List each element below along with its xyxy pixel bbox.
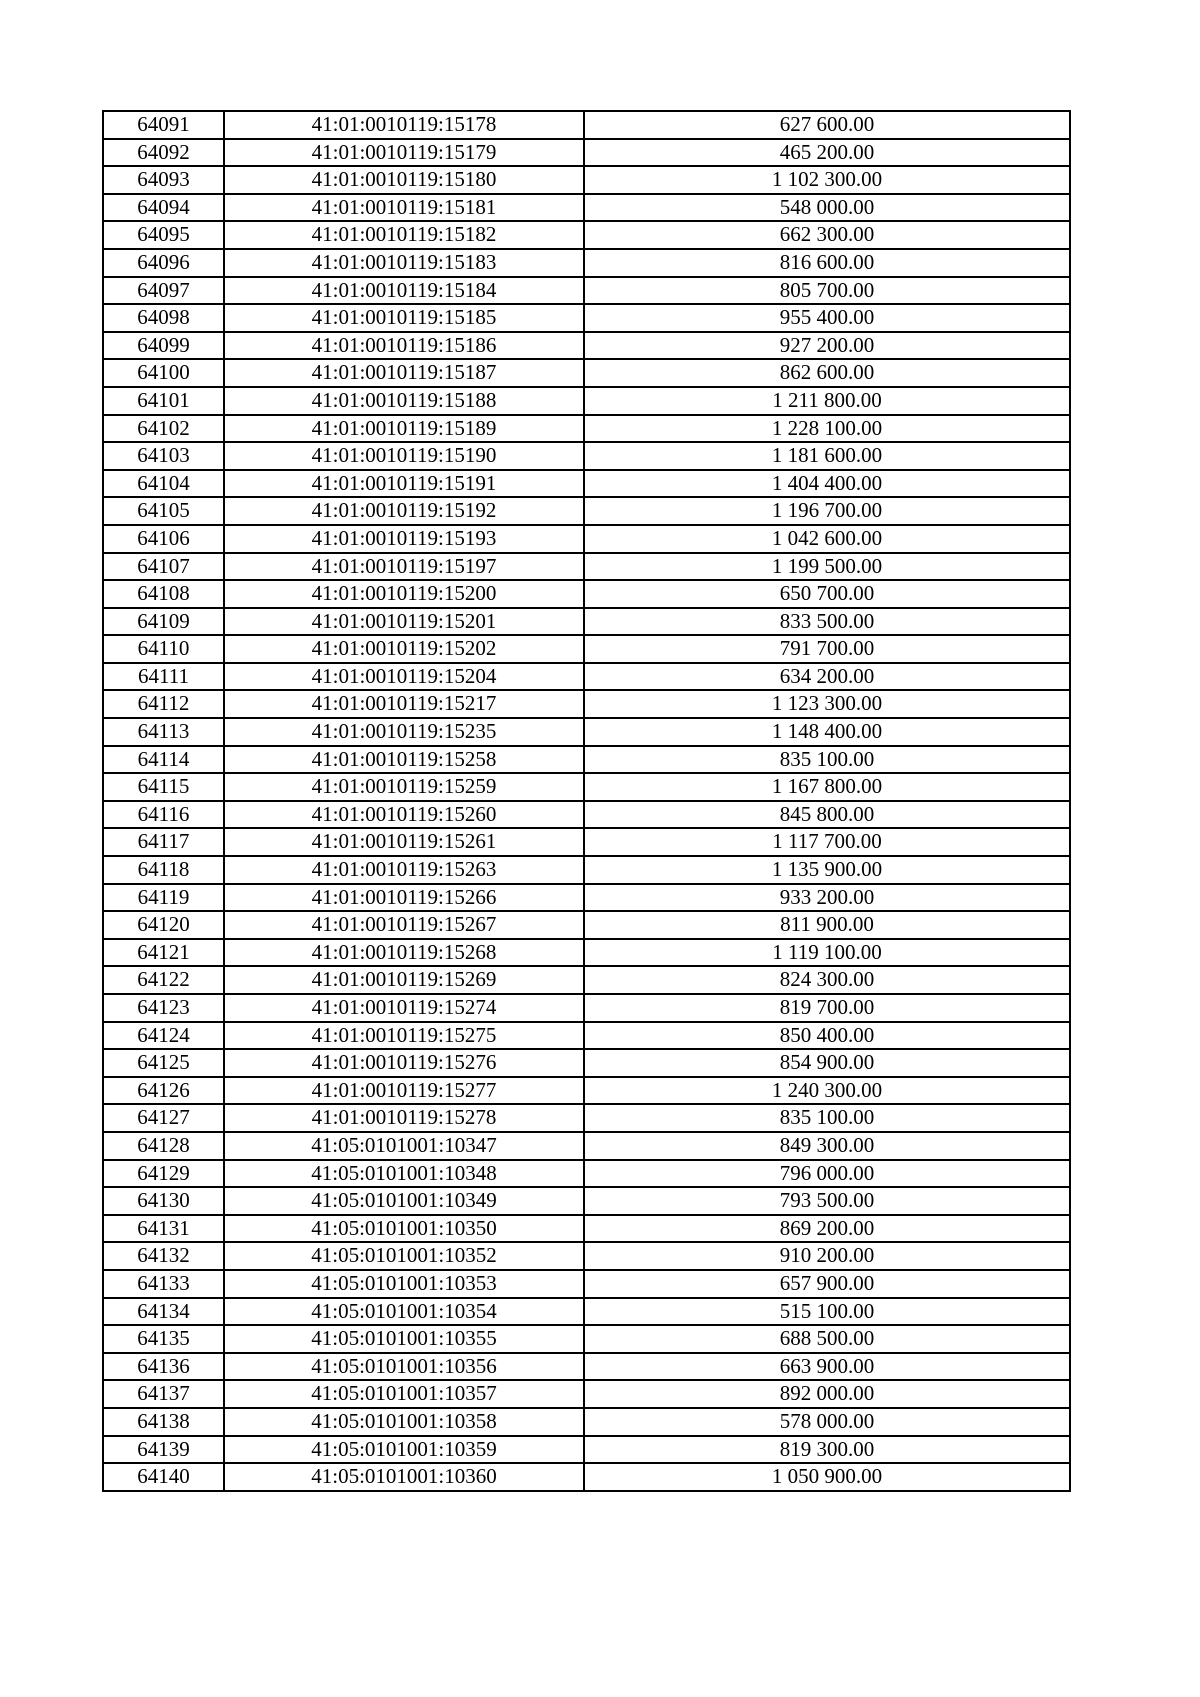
row-number-cell: 64093 <box>103 166 224 194</box>
row-number-cell: 64127 <box>103 1104 224 1132</box>
table-row <box>103 911 1070 939</box>
cadastral-number-cell: 41:01:0010119:15260 <box>224 801 584 829</box>
row-number-cell: 64115 <box>103 773 224 801</box>
cadastral-number-cell: 41:01:0010119:15204 <box>224 663 584 691</box>
row-number-cell: 64113 <box>103 718 224 746</box>
cadastral-number-cell: 41:01:0010119:15189 <box>224 415 584 443</box>
cadastral-value-cell: 1 102 300.00 <box>584 166 1070 194</box>
table-row <box>103 525 1070 553</box>
table-row <box>103 1436 1070 1464</box>
cadastral-number-cell: 41:01:0010119:15217 <box>224 690 584 718</box>
row-number-cell: 64096 <box>103 249 224 277</box>
cadastral-value-cell: 862 600.00 <box>584 359 1070 387</box>
cadastral-value-cell: 515 100.00 <box>584 1298 1070 1326</box>
cadastral-value-cell: 1 240 300.00 <box>584 1077 1070 1105</box>
row-number-cell: 64128 <box>103 1132 224 1160</box>
cadastral-value-cell: 662 300.00 <box>584 221 1070 249</box>
table-row <box>103 635 1070 663</box>
table-row <box>103 690 1070 718</box>
cadastral-number-cell: 41:05:0101001:10358 <box>224 1408 584 1436</box>
table-row <box>103 387 1070 415</box>
row-number-cell: 64137 <box>103 1380 224 1408</box>
row-number-cell: 64097 <box>103 277 224 305</box>
cadastral-number-cell: 41:05:0101001:10355 <box>224 1325 584 1353</box>
cadastral-value-cell: 927 200.00 <box>584 332 1070 360</box>
cadastral-number-cell: 41:05:0101001:10353 <box>224 1270 584 1298</box>
cadastral-number-cell: 41:01:0010119:15269 <box>224 966 584 994</box>
table-row <box>103 718 1070 746</box>
table-row <box>103 249 1070 277</box>
cadastral-number-cell: 41:01:0010119:15235 <box>224 718 584 746</box>
row-number-cell: 64107 <box>103 553 224 581</box>
row-number-cell: 64134 <box>103 1298 224 1326</box>
cadastral-value-cell: 819 300.00 <box>584 1436 1070 1464</box>
cadastral-number-cell: 41:01:0010119:15258 <box>224 746 584 774</box>
cadastral-number-cell: 41:01:0010119:15276 <box>224 1049 584 1077</box>
row-number-cell: 64104 <box>103 470 224 498</box>
cadastral-value-cell: 933 200.00 <box>584 884 1070 912</box>
row-number-cell: 64132 <box>103 1242 224 1270</box>
cadastral-value-cell: 1 117 700.00 <box>584 828 1070 856</box>
table-row <box>103 166 1070 194</box>
cadastral-value-cell: 1 199 500.00 <box>584 553 1070 581</box>
cadastral-number-cell: 41:05:0101001:10359 <box>224 1436 584 1464</box>
cadastral-number-cell: 41:01:0010119:15184 <box>224 277 584 305</box>
table-row <box>103 415 1070 443</box>
cadastral-number-cell: 41:05:0101001:10348 <box>224 1160 584 1188</box>
table-row <box>103 442 1070 470</box>
cadastral-number-cell: 41:01:0010119:15200 <box>224 580 584 608</box>
cadastral-value-cell: 845 800.00 <box>584 801 1070 829</box>
table-row <box>103 1104 1070 1132</box>
row-number-cell: 64111 <box>103 663 224 691</box>
table-row <box>103 304 1070 332</box>
row-number-cell: 64130 <box>103 1187 224 1215</box>
cadastral-value-cell: 835 100.00 <box>584 746 1070 774</box>
cadastral-value-cell: 688 500.00 <box>584 1325 1070 1353</box>
cadastral-value-cell: 634 200.00 <box>584 663 1070 691</box>
cadastral-number-cell: 41:01:0010119:15191 <box>224 470 584 498</box>
cadastral-value-cell: 824 300.00 <box>584 966 1070 994</box>
cadastral-value-cell: 465 200.00 <box>584 139 1070 167</box>
table-row <box>103 1077 1070 1105</box>
row-number-cell: 64112 <box>103 690 224 718</box>
cadastral-number-cell: 41:05:0101001:10349 <box>224 1187 584 1215</box>
row-number-cell: 64098 <box>103 304 224 332</box>
table-row <box>103 194 1070 222</box>
cadastral-value-cell: 578 000.00 <box>584 1408 1070 1436</box>
cadastral-value-cell: 657 900.00 <box>584 1270 1070 1298</box>
table-row <box>103 1049 1070 1077</box>
row-number-cell: 64100 <box>103 359 224 387</box>
row-number-cell: 64108 <box>103 580 224 608</box>
table-row <box>103 994 1070 1022</box>
cadastral-value-cell: 1 167 800.00 <box>584 773 1070 801</box>
row-number-cell: 64117 <box>103 828 224 856</box>
cadastral-value-cell: 1 042 600.00 <box>584 525 1070 553</box>
row-number-cell: 64126 <box>103 1077 224 1105</box>
row-number-cell: 64101 <box>103 387 224 415</box>
row-number-cell: 64116 <box>103 801 224 829</box>
table-row <box>103 580 1070 608</box>
cadastral-number-cell: 41:01:0010119:15179 <box>224 139 584 167</box>
table-row <box>103 1270 1070 1298</box>
row-number-cell: 64109 <box>103 608 224 636</box>
row-number-cell: 64095 <box>103 221 224 249</box>
table-row <box>103 1187 1070 1215</box>
row-number-cell: 64099 <box>103 332 224 360</box>
cadastral-number-cell: 41:01:0010119:15185 <box>224 304 584 332</box>
cadastral-number-cell: 41:05:0101001:10356 <box>224 1353 584 1381</box>
row-number-cell: 64114 <box>103 746 224 774</box>
row-number-cell: 64135 <box>103 1325 224 1353</box>
cadastral-number-cell: 41:01:0010119:15187 <box>224 359 584 387</box>
cadastral-value-cell: 1 228 100.00 <box>584 415 1070 443</box>
cadastral-value-cell: 627 600.00 <box>584 111 1070 139</box>
table-row <box>103 1463 1070 1491</box>
table-row <box>103 608 1070 636</box>
cadastral-number-cell: 41:01:0010119:15277 <box>224 1077 584 1105</box>
cadastral-number-cell: 41:01:0010119:15268 <box>224 939 584 967</box>
table-body <box>103 111 1070 1491</box>
cadastral-value-cell: 835 100.00 <box>584 1104 1070 1132</box>
cadastral-value-cell: 892 000.00 <box>584 1380 1070 1408</box>
table-row <box>103 1132 1070 1160</box>
cadastral-number-cell: 41:01:0010119:15259 <box>224 773 584 801</box>
table-row <box>103 332 1070 360</box>
cadastral-number-cell: 41:01:0010119:15178 <box>224 111 584 139</box>
table-row <box>103 359 1070 387</box>
cadastral-value-cell: 955 400.00 <box>584 304 1070 332</box>
cadastral-value-cell: 793 500.00 <box>584 1187 1070 1215</box>
cadastral-value-cell: 1 211 800.00 <box>584 387 1070 415</box>
cadastral-value-cell: 1 148 400.00 <box>584 718 1070 746</box>
cadastral-number-cell: 41:01:0010119:15263 <box>224 856 584 884</box>
row-number-cell: 64133 <box>103 1270 224 1298</box>
cadastral-number-cell: 41:05:0101001:10347 <box>224 1132 584 1160</box>
row-number-cell: 64119 <box>103 884 224 912</box>
cadastral-value-cell: 910 200.00 <box>584 1242 1070 1270</box>
cadastral-number-cell: 41:01:0010119:15202 <box>224 635 584 663</box>
cadastral-number-cell: 41:01:0010119:15190 <box>224 442 584 470</box>
row-number-cell: 64092 <box>103 139 224 167</box>
row-number-cell: 64122 <box>103 966 224 994</box>
row-number-cell: 64103 <box>103 442 224 470</box>
cadastral-number-cell: 41:01:0010119:15266 <box>224 884 584 912</box>
cadastral-number-cell: 41:01:0010119:15267 <box>224 911 584 939</box>
cadastral-value-cell: 791 700.00 <box>584 635 1070 663</box>
row-number-cell: 64138 <box>103 1408 224 1436</box>
cadastral-value-table <box>102 110 1071 1492</box>
table-row <box>103 553 1070 581</box>
cadastral-number-cell: 41:05:0101001:10352 <box>224 1242 584 1270</box>
table-row <box>103 277 1070 305</box>
cadastral-number-cell: 41:05:0101001:10360 <box>224 1463 584 1491</box>
table-row <box>103 470 1070 498</box>
table-row <box>103 663 1070 691</box>
table-row <box>103 746 1070 774</box>
table-row <box>103 139 1070 167</box>
cadastral-number-cell: 41:01:0010119:15186 <box>224 332 584 360</box>
row-number-cell: 64091 <box>103 111 224 139</box>
row-number-cell: 64118 <box>103 856 224 884</box>
cadastral-number-cell: 41:01:0010119:15193 <box>224 525 584 553</box>
cadastral-number-cell: 41:01:0010119:15181 <box>224 194 584 222</box>
cadastral-value-cell: 796 000.00 <box>584 1160 1070 1188</box>
table-row <box>103 966 1070 994</box>
table-row <box>103 1022 1070 1050</box>
cadastral-number-cell: 41:01:0010119:15192 <box>224 497 584 525</box>
cadastral-number-cell: 41:05:0101001:10357 <box>224 1380 584 1408</box>
cadastral-value-cell: 819 700.00 <box>584 994 1070 1022</box>
row-number-cell: 64124 <box>103 1022 224 1050</box>
cadastral-value-cell: 816 600.00 <box>584 249 1070 277</box>
row-number-cell: 64136 <box>103 1353 224 1381</box>
cadastral-value-cell: 1 119 100.00 <box>584 939 1070 967</box>
cadastral-value-cell: 805 700.00 <box>584 277 1070 305</box>
table-row <box>103 1242 1070 1270</box>
cadastral-value-cell: 548 000.00 <box>584 194 1070 222</box>
cadastral-number-cell: 41:01:0010119:15274 <box>224 994 584 1022</box>
table-row <box>103 828 1070 856</box>
row-number-cell: 64105 <box>103 497 224 525</box>
cadastral-number-cell: 41:01:0010119:15278 <box>224 1104 584 1132</box>
cadastral-number-cell: 41:05:0101001:10354 <box>224 1298 584 1326</box>
cadastral-value-cell: 833 500.00 <box>584 608 1070 636</box>
cadastral-value-cell: 1 181 600.00 <box>584 442 1070 470</box>
cadastral-value-cell: 1 050 900.00 <box>584 1463 1070 1491</box>
table-row <box>103 773 1070 801</box>
table-row <box>103 497 1070 525</box>
cadastral-value-cell: 1 404 400.00 <box>584 470 1070 498</box>
cadastral-value-cell: 850 400.00 <box>584 1022 1070 1050</box>
row-number-cell: 64110 <box>103 635 224 663</box>
cadastral-value-cell: 854 900.00 <box>584 1049 1070 1077</box>
row-number-cell: 64121 <box>103 939 224 967</box>
cadastral-value-cell: 650 700.00 <box>584 580 1070 608</box>
table-row <box>103 856 1070 884</box>
cadastral-value-cell: 869 200.00 <box>584 1215 1070 1243</box>
cadastral-value-cell: 1 135 900.00 <box>584 856 1070 884</box>
row-number-cell: 64131 <box>103 1215 224 1243</box>
cadastral-value-cell: 1 196 700.00 <box>584 497 1070 525</box>
table-row <box>103 884 1070 912</box>
row-number-cell: 64120 <box>103 911 224 939</box>
cadastral-number-cell: 41:01:0010119:15188 <box>224 387 584 415</box>
table-row <box>103 939 1070 967</box>
row-number-cell: 64102 <box>103 415 224 443</box>
table-row <box>103 1408 1070 1436</box>
row-number-cell: 64094 <box>103 194 224 222</box>
table-row <box>103 1298 1070 1326</box>
row-number-cell: 64129 <box>103 1160 224 1188</box>
cadastral-value-cell: 1 123 300.00 <box>584 690 1070 718</box>
cadastral-value-cell: 811 900.00 <box>584 911 1070 939</box>
table-row <box>103 1215 1070 1243</box>
cadastral-number-cell: 41:01:0010119:15261 <box>224 828 584 856</box>
cadastral-value-cell: 849 300.00 <box>584 1132 1070 1160</box>
row-number-cell: 64123 <box>103 994 224 1022</box>
table-row <box>103 801 1070 829</box>
table-row <box>103 1380 1070 1408</box>
table-row <box>103 1325 1070 1353</box>
cadastral-value-cell: 663 900.00 <box>584 1353 1070 1381</box>
cadastral-number-cell: 41:01:0010119:15182 <box>224 221 584 249</box>
table-row <box>103 221 1070 249</box>
cadastral-number-cell: 41:01:0010119:15201 <box>224 608 584 636</box>
row-number-cell: 64106 <box>103 525 224 553</box>
cadastral-number-cell: 41:01:0010119:15197 <box>224 553 584 581</box>
row-number-cell: 64125 <box>103 1049 224 1077</box>
table-row <box>103 111 1070 139</box>
cadastral-number-cell: 41:01:0010119:15183 <box>224 249 584 277</box>
cadastral-number-cell: 41:01:0010119:15275 <box>224 1022 584 1050</box>
table-row <box>103 1353 1070 1381</box>
cadastral-number-cell: 41:01:0010119:15180 <box>224 166 584 194</box>
cadastral-number-cell: 41:05:0101001:10350 <box>224 1215 584 1243</box>
table-row <box>103 1160 1070 1188</box>
row-number-cell: 64139 <box>103 1436 224 1464</box>
row-number-cell: 64140 <box>103 1463 224 1491</box>
